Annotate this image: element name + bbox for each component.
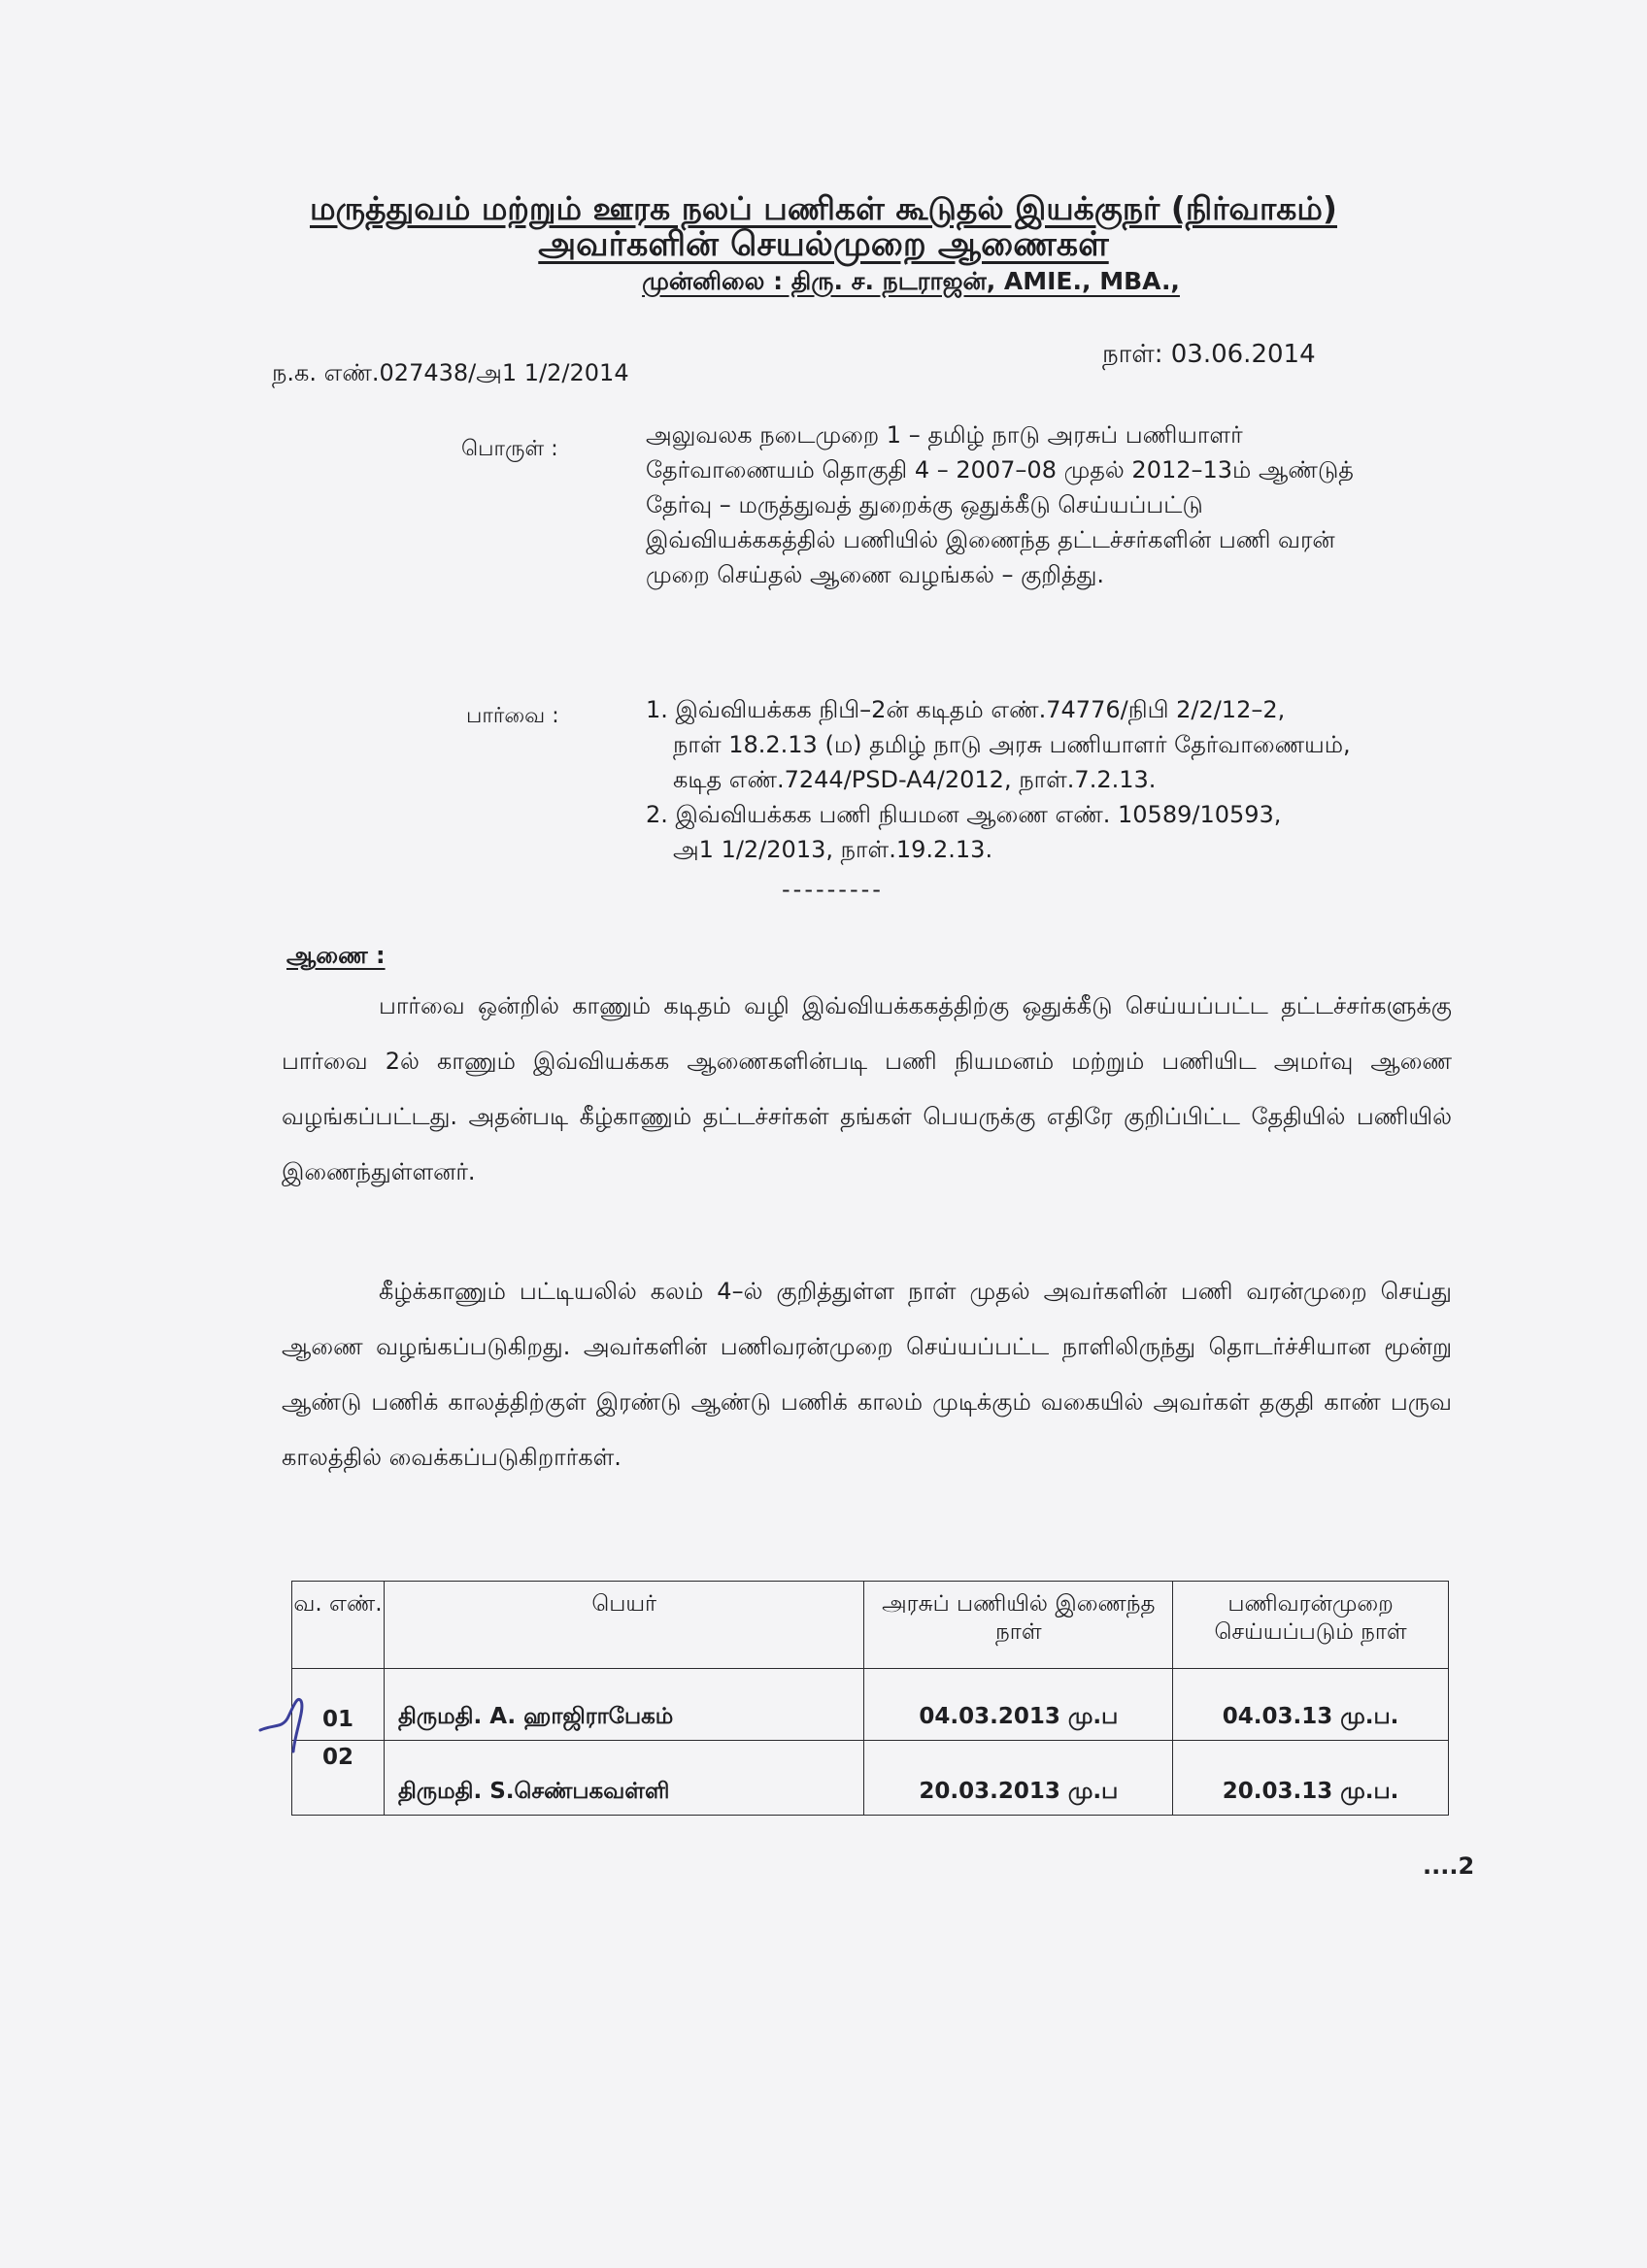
office-title: மருத்துவம் மற்றும் ஊரக நலப் பணிகள் கூடுதல் இயக்குநர் (நிர்வாகம்): [309, 189, 1337, 227]
table-header-row: [292, 1582, 1449, 1669]
references-label: பார்வை :: [466, 704, 559, 728]
order-paragraph-2: கீழ்க்காணும் பட்டியலில் கலம் 4–ல் குறித்துள்ள நாள் முதல் அவர்களின் பணி வரன்முறை செய்து ஆணை வழங்கப்படுகிறது. அவர்களின் பணிவரன்முறை செய்யப்பட்ட நாளிலிருந்து தொடர்ச்சியான மூன்று ஆண்டு பணிக் காலத்திற்குள் இரண்டு ஆண்டு பணிக் காலம் முடிக்கும் வகையில் அவர்கள் தகுதி காண் பருவ காலத்தில் வைக்கப்படுகிறார்கள்.: [282, 1278, 1452, 1471]
reference-1-line-3: கடித எண்.7244/PSD-A4/2012, நாள்.7.2.13.: [673, 766, 1157, 793]
reference-1-line-1: 1. இவ்வியக்கக நிபி–2ன் கடிதம் எண்.74776/நிபி 2/2/12–2,: [646, 696, 1286, 723]
page-continuation: ....2: [1423, 1852, 1475, 1880]
order-paragraph-1: பார்வை ஒன்றில் காணும் கடிதம் வழி இவ்வியக்ககத்திற்கு ஒதுக்கீடு செய்யப்பட்ட தட்டச்சர்களுக்கு பார்வை 2ல் காணும் இவ்வியக்கக ஆணைகளின்படி பணி நியமனம் மற்றும் பணியிட அமர்வு ஆணை வழங்கப்பட்டது. அதன்படி கீழ்காணும் தட்டச்சர்கள் தங்கள் பெயருக்கு எதிரே குறிப்பிட்ட தேதியில் பணியில் இணைந்துள்ளனர்.: [282, 992, 1452, 1185]
reference-2-line-2: அ1 1/2/2013, நாள்.19.2.13.: [673, 836, 993, 863]
header-sno: வ. எண்.: [292, 1582, 385, 1669]
row-joined-date: 20.03.2013 மு.ப: [864, 1741, 1173, 1816]
reference-1-line-2: நாள் 18.2.13 (ம) தமிழ் நாடு அரசு பணியாளர் தேர்வாணையம்,: [673, 731, 1351, 758]
order-heading: ஆணை :: [286, 942, 386, 969]
row-name: திருமதி. A. ஹாஜிராபேகம்: [384, 1669, 864, 1741]
subject-label: பொருள் :: [461, 437, 558, 461]
table-row: [292, 1741, 1449, 1816]
header-regularised-date: பணிவரன்முறை செய்யப்படும் நாள்: [1173, 1582, 1449, 1669]
proceedings-title: அவர்களின் செயல்முறை ஆணைகள்: [538, 225, 1109, 264]
document-date: நாள்: 03.06.2014: [1102, 340, 1316, 369]
reference-number: ந.க. எண்.027438/அ1 1/2/2014: [272, 359, 629, 386]
pen-tick-mark: [254, 1689, 332, 1757]
subject-text: அலுவலக நடைமுறை 1 – தமிழ் நாடு அரசுப் பணியாளர் தேர்வாணையம் தொகுதி 4 – 2007–08 முதல் 2012–13ம் ஆண்டுத் தேர்வு – மருத்துவத் துறைக்கு ஒதுக்கீடு செய்யப்பட்டு இவ்வியக்ககத்தில் பணியில் இணைந்த தட்டச்சர்களின் பணி வரன் முறை செய்தல் ஆணை வழங்கல் – குறித்து.: [646, 421, 1354, 588]
header-joined-date: அரசுப் பணியில் இணைந்த நாள்: [864, 1582, 1173, 1669]
presence-line: முன்னிலை : திரு. ச. நடராஜன், AMIE., MBA.,: [642, 267, 1180, 295]
header-name: பெயர்: [384, 1582, 864, 1669]
typists-table: [291, 1581, 1449, 1816]
row-regularised-date: 04.03.13 மு.ப.: [1173, 1669, 1449, 1741]
references-list: [646, 692, 1481, 867]
row-joined-date: 04.03.2013 மு.ப: [864, 1669, 1173, 1741]
row-name: திருமதி. S.செண்பகவள்ளி: [384, 1741, 864, 1816]
row-sno: 02: [292, 1741, 385, 1816]
reference-2-line-1: 2. இவ்வியக்கக பணி நியமன ஆணை எண். 10589/10593,: [646, 801, 1282, 828]
table-row: [292, 1669, 1449, 1741]
separator: ---------: [782, 876, 884, 903]
row-sno: 01: [292, 1669, 385, 1741]
row-regularised-date: 20.03.13 மு.ப.: [1173, 1741, 1449, 1816]
